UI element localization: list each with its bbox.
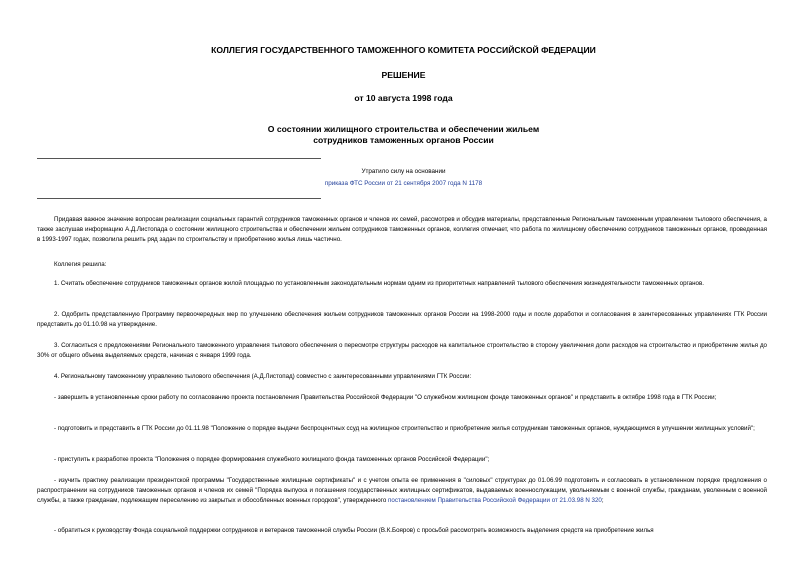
item-4-sub-2 — [37, 424, 767, 434]
agency-title: КОЛЛЕГИЯ ГОСУДАРСТВЕННОГО ТАМОЖЕННОГО КОМИТЕТА РОССИЙСКОЙ ФЕДЕРАЦИИ — [211, 45, 596, 55]
item-3-text: 3. Согласиться с предложениями Регионального таможенного управления тылового обеспечения о пересмотре структуры расходов на капитальное строительство в сторону увеличения доли расходов на строительство и приобретение жилья до 30% от общего объема выделяемых средств, начиная с января 1999 года. — [37, 342, 767, 359]
intro-paragraph — [37, 215, 767, 245]
item-4-text: 4. Региональному таможенному управлению тылового обеспечения (А.Д.Листопад) совместно с заинтересованными управлениями ГТК России: — [54, 373, 472, 380]
validity-note-link[interactable]: приказа ФТС России от 21 сентября 2007 года N 1178 — [324, 180, 483, 187]
validity-note-text: Утратило силу на основании — [361, 168, 446, 175]
item-4-sub-3-text: - приступить к разработке проекта "Положения о порядке формирования служебного жилищного фонда таможенных органов Российской Федерации"; — [54, 456, 490, 463]
item-4-sub-4-end: ; — [601, 497, 604, 504]
item-3 — [37, 341, 767, 361]
decision-heading-text: Коллегия решила: — [54, 261, 107, 268]
item-2-text: 2. Одобрить представленную Программу первоочередных мер по улучшению обеспечения жильем сотрудников таможенных органов России на 1998-2000 годы и после доработки и согласования в заинтересованных управлениях ГТК России представить до 01.10.98 на утверждение. — [37, 311, 767, 328]
subject-title-line1: О состоянии жилищного строительства и обеспечении жильем — [267, 124, 540, 134]
divider-bottom — [37, 198, 321, 199]
item-4-sub-4-text: - изучить практику реализации президентской программы "Государственные жилищные сертификаты" и с учетом опыта ее применения в "силовых" структурах до 01.06.99 подготовить и согласовать в установленном порядке предложения о распространении на сотрудников таможенных органов и членов их семей "Порядка выпуска и погашения государственных жилищных сертификатов, выдаваемых военнослужащим, увольняемым с военной службы, гражданам, уволенным с военной службы, а также гражданам, подлежащим переселению из закрытых и обособленных военных городков", утвержденного — [37, 477, 767, 504]
item-4-sub-4 — [37, 476, 767, 506]
document-type: РЕШЕНИЕ — [381, 70, 426, 80]
item-2 — [37, 310, 767, 330]
item-4-sub-1-text: - завершить в установленные сроки работу по согласованию проекта постановления Правительства Российской Федерации "О служебном жилищном фонде таможенных органов" и представить в октябре 1998 года в ГТК России; — [54, 394, 717, 401]
resolution-link[interactable]: постановлением Правительства Российской Федерации от 21.03.98 N 320 — [388, 497, 602, 504]
item-4 — [37, 372, 767, 382]
divider-top — [37, 158, 321, 159]
item-4-sub-5 — [37, 526, 767, 536]
subject-title-line2: сотрудников таможенных органов России — [313, 135, 494, 145]
item-4-sub-1 — [37, 393, 767, 403]
item-1 — [37, 279, 767, 289]
document-date: от 10 августа 1998 года — [354, 93, 453, 103]
intro-text: Придавая важное значение вопросам реализации социальных гарантий сотрудников таможенных органов и членов их семей, рассмотрев и обсудив материалы, представленные Региональным таможенным управлением тылового обеспечения, а также заслушав информацию А.Д.Листопада о состоянии жилищного строительства и обеспечении жильем сотрудников таможенных органов, коллегия отмечает, что работа по жилищному обеспечению сотрудников таможенных органов, проведенная в 1993-1997 годах, позволила решить ряд задач по строительству и приобретению жилья лишь частично. — [37, 216, 767, 243]
item-4-sub-5-text: - обратиться к руководству Фонда социальной поддержки сотрудников и ветеранов таможенной службы России (В.К.Бояров) с просьбой рассмотреть возможность выделения средств на приобретение жилья — [54, 527, 654, 534]
item-1-text: 1. Считать обеспечение сотрудников таможенных органов жилой площадью по установленным законодательным нормам одним из приоритетных направлений тылового обеспечения жизнедеятельности таможенных органов. — [54, 280, 704, 287]
item-4-sub-2-text: - подготовить и представить в ГТК России до 01.11.98 "Положение о порядке выдачи беспроцентных ссуд на жилищное строительство и приобретение жилья сотрудникам таможенных органов, нуждающимся в улучшении жилищных условий"; — [54, 425, 755, 432]
decision-heading — [37, 260, 767, 270]
validity-note — [290, 166, 517, 190]
item-4-sub-3 — [37, 455, 767, 465]
